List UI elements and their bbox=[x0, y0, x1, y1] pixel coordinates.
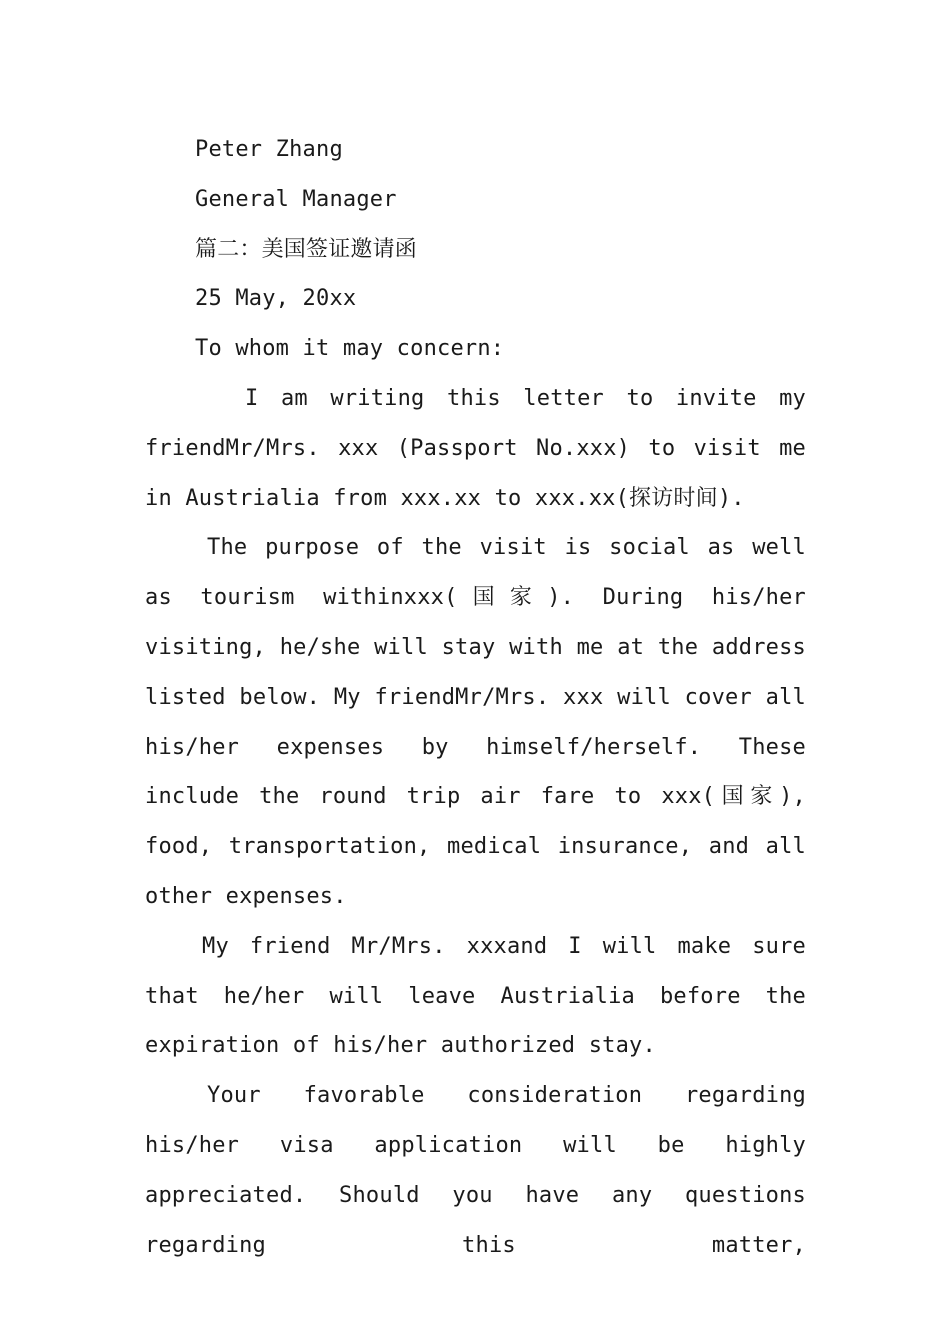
section-heading: 篇二：美国签证邀请函 bbox=[195, 236, 418, 262]
salutation: To whom it may concern: bbox=[195, 336, 505, 362]
paragraph-assurance: My friend Mr/Mrs. xxxand I will make sure that he/her will leave Austrialia before the expiration of his/her authorized stay. bbox=[145, 933, 806, 1059]
letter-date: 25 May, 20xx bbox=[195, 286, 357, 312]
paragraph-consideration: Your favorable consideration regarding his/her visa application will be highly appreciated. Should you have any questions regarding this matter, bbox=[145, 1083, 806, 1258]
paragraph-invitation: I am writing this letter to invite my friendMr/Mrs. xxx (Passport No.xxx) to visit me in Austrialia from xxx.xx to xxx.xx(探访时间). bbox=[145, 385, 806, 511]
signature-name: Peter Zhang bbox=[195, 137, 343, 162]
signature-title: General Manager bbox=[195, 186, 397, 212]
paragraph-purpose: The purpose of the visit is social as well as tourism withinxxx(国家). During his/her visiting, he/she will stay with me at the address listed below. My friendMr/Mrs. xxx will cover all his/her expenses by himself/herself. These include the round trip air fare to xxx(国家), food, transportation, medical insurance, and all other expenses. bbox=[145, 535, 806, 909]
letter-body bbox=[145, 125, 806, 1270]
